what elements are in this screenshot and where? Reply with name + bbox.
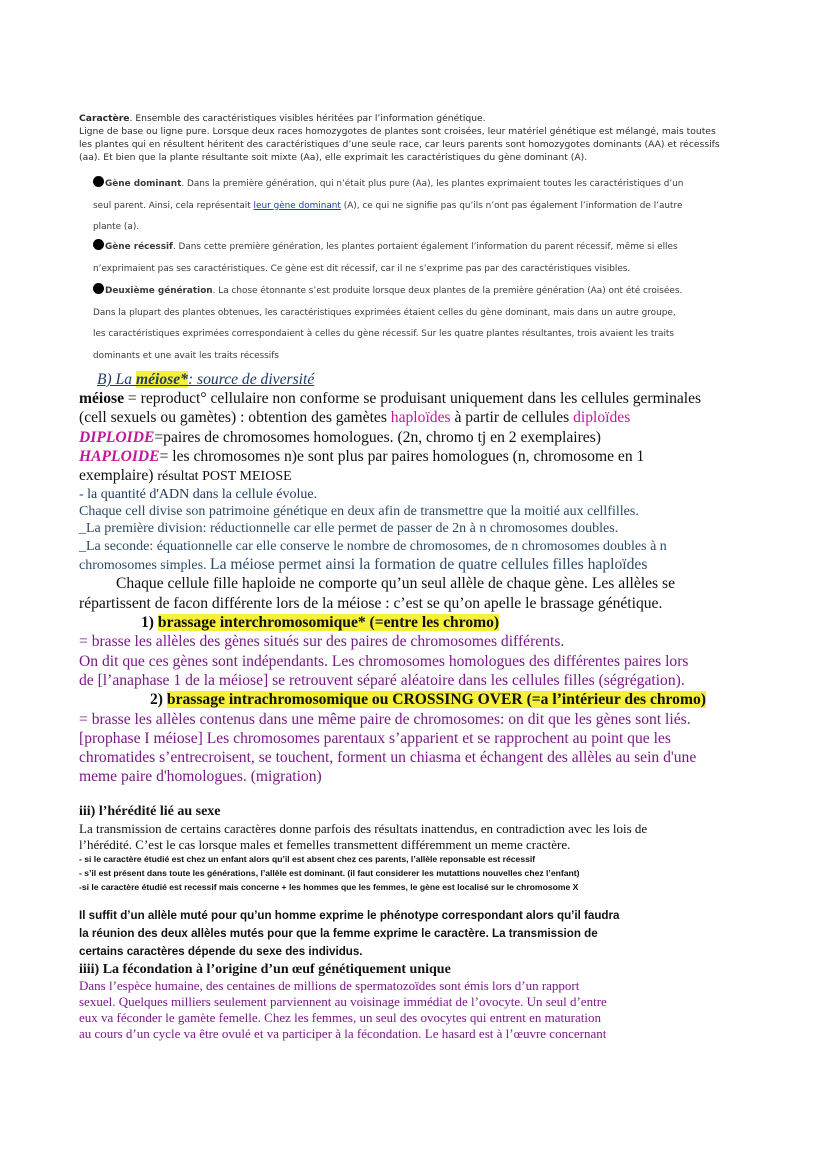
meiose-def-line-2: [79, 408, 759, 427]
line-text: chromosomes simples.: [79, 558, 211, 573]
divise-line: Chaque cell divise son patrimoine génétique en deux afin de transmettre que la moitié aux cellfilles.: [79, 504, 639, 519]
sexe-line-2: l’hérédité. C’est le cas lorsque males et femelles transmettent différemment un meme cractère.: [79, 837, 571, 852]
fecondation-line-4: au cours d’un cycle va être ovulé et va participer à la fécondation. Le hasard est à l’œuvre concernant: [79, 1026, 607, 1041]
brassage-1-line-2: On dit que ces gènes sont indépendants. Les chromosomes homologues des différentes paires lors: [79, 653, 689, 670]
fecondation-line-1: Dans l’espèce humaine, des centaines de millions de spermatozoïdes sont émis lors d’un rapport: [79, 978, 580, 993]
sexe-rule-3: -si le caractère étudié est recessif mais concerne + les hommes que les femmes, le gène est localisé sur le chromosome X: [79, 882, 579, 892]
sexe-heading: iii) l’hérédité lié au sexe: [79, 804, 221, 819]
brassage-2-line-3: chromatides s’entrecroisent, se touchent, forment un chiasma et échangent des allèles au sein d'une: [79, 749, 697, 766]
sexe-line-1: La transmission de certains caractères donne parfois des résultats inattendus, en contradiction avec les lois de: [79, 821, 648, 836]
line-text: = les chromosomes n)e sont plus par paires homologues (n, chromosome en 1: [159, 448, 645, 465]
sexe-rule-1: - si le caractère étudié est chez un enfant alors qu’il est absent chez ces parents, l’allèle reponsable est récessif: [79, 854, 536, 864]
brassage-1-line-1: = brasse les allèles des gènes situés sur des paires de chromosomes différents.: [79, 633, 565, 650]
bullet-term: Deuxième génération: [105, 286, 213, 296]
heading-highlight: méiose*: [135, 371, 188, 388]
heading-text: B) La: [97, 371, 136, 388]
fille-line-2: répartissent de facon différente lors de la méiose : c’est se qu’on apelle le brassage génétique.: [79, 595, 663, 612]
sexe-bold-line-2: la réunion des deux allèles mutés pour que la femme exprime le caractère. La transmission de: [79, 927, 598, 940]
gene-dominant-link[interactable]: leur gène dominant: [253, 200, 341, 211]
diploide-line: [79, 428, 759, 447]
lignee-line-1: Ligne de base ou ligne pure. Lorsque deux races homozygotes de plantes sont croisées, leur matériel génétique est mélangé, mais toutes: [79, 126, 716, 137]
bullet-term: Gène dominant: [105, 179, 182, 189]
bullet-text: Dans la plupart des plantes obtenues, les caractéristiques exprimées étaient celles du gène dominant, mais dans un autre groupe,: [93, 307, 676, 318]
bullet-text: dominants et une avait les traits récessifs: [93, 350, 280, 361]
seconde-division-line-2: [79, 555, 759, 575]
bullet-dot-icon: [93, 176, 104, 187]
haploide-term: HAPLOIDE: [79, 448, 160, 465]
line-text: à partir de cellules: [450, 409, 574, 426]
haploide-line: [79, 447, 759, 466]
diploides-word: diploïdes: [573, 409, 631, 426]
line-text: (cell sexuels ou gamètes) : obtention des gamètes: [79, 409, 391, 426]
caractere-definition: . Ensemble des caractéristiques visibles héritées par l’information génétique.: [129, 113, 486, 124]
brassage-number: 1): [141, 614, 158, 631]
bullet-gene-recessif: [93, 237, 733, 280]
fille-line-1: Chaque cellule fille haploide ne comporte qu’un seul allèle de chaque gène. Les allèles se: [116, 575, 675, 592]
bullet-dot-icon: [93, 239, 104, 250]
meiose-heading: [79, 370, 759, 389]
lignee-line-3: (aa). Et bien que la plante résultante soit mixte (Aa), elle exprimait les caractéristiques du gène dominant (A).: [79, 152, 588, 163]
bullet-text: . La chose étonnante s’est produite lorsque deux plantes de la première génération (Aa) ont été croisées.: [212, 286, 683, 296]
bullet-text: (A), ce qui ne signifie pas qu’ils n’ont pas également l’information de l’autre: [340, 200, 683, 211]
haploides-word: haploïdes: [390, 409, 451, 426]
line-text: exemplaire): [79, 467, 158, 484]
brassage-1-heading: [141, 613, 821, 632]
brassage-2-line-4: meme paire d'homologues. (migration): [79, 768, 322, 785]
brassage-title: brassage intrachromosomique ou CROSSING OVER (=a l’intérieur des chromo): [166, 691, 706, 708]
bullet-deuxieme-generation: [93, 281, 733, 367]
bullet-text: les caractéristiques exprimées correspondaient à celles du gène récessif. Sur les quatre plantes résultantes, trois avaient les traits: [93, 329, 675, 339]
line-text: =paires de chromosomes homologues. (2n, chromo tj en 2 exemplaires): [154, 429, 601, 446]
bullet-term: Gène récessif: [105, 242, 173, 252]
bullet-text: . Dans cette première génération, les plantes portaient également l’information du parent récessif, même si elles: [172, 242, 678, 252]
brassage-title: brassage interchromosomique* (=entre les chromo): [157, 614, 500, 631]
post-meiose-note: résultat POST MEIOSE: [157, 469, 292, 484]
brassage-number: 2): [150, 691, 167, 708]
sexe-bold-line-3: certains caractères dépende du sexe des individus.: [79, 945, 363, 958]
adn-line: - la quantité d'ADN dans la cellule évolue.: [79, 487, 318, 502]
brassage-2-line-2: [prophase I méiose] Les chromosomes parentaux s’apparient et se rapprochent au point que les: [79, 730, 671, 747]
line-text: La méiose permet ainsi la formation de quatre cellules filles haploïdes: [210, 556, 648, 573]
caractere-line: [79, 112, 749, 125]
bullet-text: n’exprimaient pas ses caractéristiques. Ce gène est dit récessif, car il ne s’exprime pas par des caractéristiques visibles.: [93, 263, 631, 274]
diploide-term: DIPLOIDE: [79, 429, 155, 446]
brassage-2-line-1: = brasse les allèles contenus dans une même paire de chromosomes: on dit que les gènes sont liés.: [79, 711, 691, 728]
brassage-1-line-3: de [l’anaphase 1 de la méiose] se retrouvent séparé aléatoire dans les cellules filles (ségrégation).: [79, 672, 685, 689]
sexe-rule-2: - s’il est présent dans toute les générations, l’allèle est dominant. (il faut considerer les mutattions nouvelles chez l’enfant): [79, 868, 580, 878]
meiose-term: méiose: [79, 390, 125, 407]
fecondation-heading: iiii) La fécondation à l’origine d’un œuf génétiquement unique: [79, 962, 451, 977]
meiose-def-line-1: [79, 389, 759, 408]
bullet-text: . Dans la première génération, qui n’était plus pure (Aa), les plantes exprimaient toutes les caractéristiques d’un: [181, 179, 684, 189]
caractere-term: Caractère: [79, 113, 130, 124]
seconde-division-line: _La seconde: équationnelle car elle conserve le nombre de chromosomes, de n chromosomes doubles à n: [79, 539, 667, 554]
sexe-bold-line-1: Il suffit d’un allèle muté pour qu’un homme exprime le phénotype correspondant alors qu’il faudra: [79, 909, 620, 922]
lignee-line-2: les plantes qui en résultent héritent des caractéristiques d’une seule race, car leurs parents sont homozygotes dominants (AA) et récessifs: [79, 139, 720, 150]
bullet-gene-dominant: [93, 174, 733, 239]
bullet-dot-icon: [93, 283, 104, 294]
bullet-text: plante (a).: [93, 222, 140, 232]
heading-text: : source de diversité: [187, 371, 315, 388]
intro-block: [79, 112, 749, 164]
premiere-division-line: _La première division: réductionnelle car elle permet de passer de 2n à n chromosomes doubles.: [79, 521, 619, 536]
line-text: = reproduct° cellulaire non conforme se produisant uniquement dans les cellules germinales: [124, 390, 702, 407]
bullet-text: seul parent. Ainsi, cela représentait: [93, 200, 254, 211]
brassage-2-heading: [150, 690, 828, 709]
fecondation-line-2: sexuel. Quelques milliers seulement parviennent au voisinage immédiat de l’ovocyte. Un seul d’entre: [79, 994, 607, 1009]
haploide-line-2: [79, 466, 759, 486]
fecondation-line-3: eux va féconder le gamète femelle. Chez les femmes, un seul des ovocytes qui entrent en maturation: [79, 1010, 601, 1025]
